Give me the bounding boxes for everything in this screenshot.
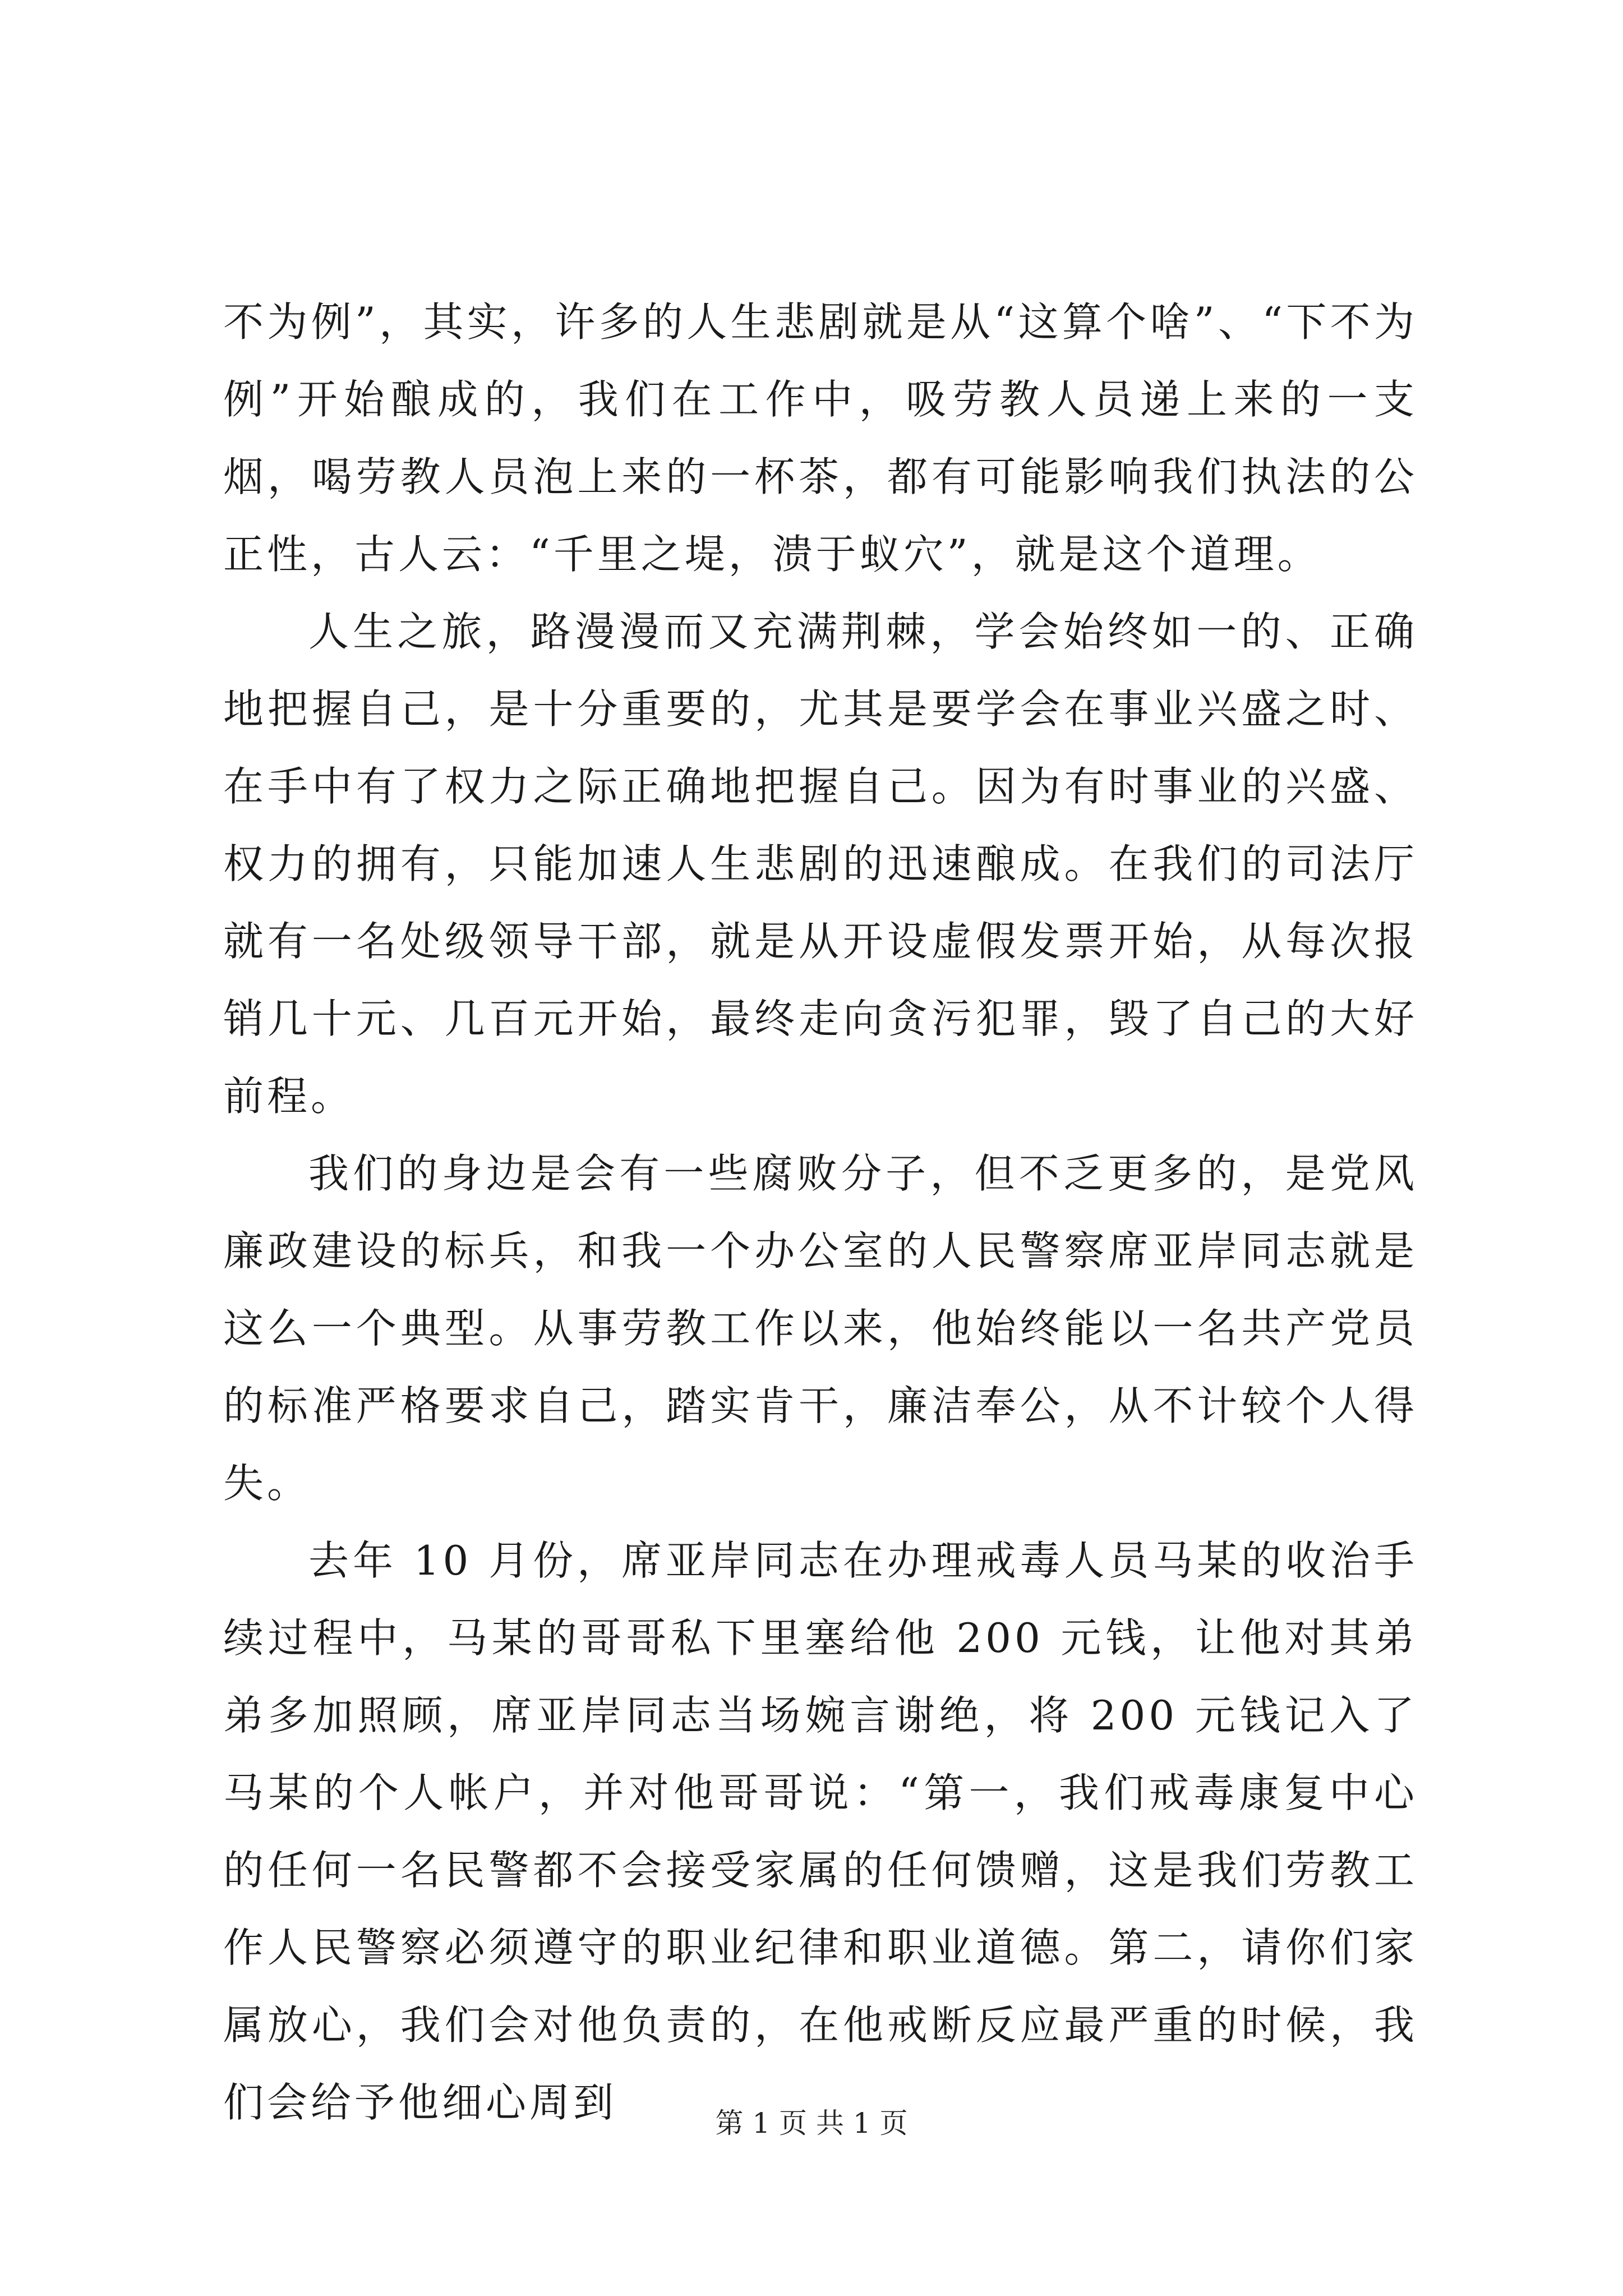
page-footer: 第 1 页 共 1 页 bbox=[715, 2107, 908, 2139]
paragraph-3: 我们的身边是会有一些腐败分子，但不乏更多的，是党风廉政建设的标兵，和我一个办公室的人民警察席亚岸同志就是这么一个典型。从事劳教工作以来，他始终能以一名共产党员的标准严格要求自己，踏实肯干，廉洁奉公，从不计较个人得失。 bbox=[223, 1150, 1418, 1507]
paragraph-1: 不为例”，其实，许多的人生悲剧就是从“这算个啥”、“下不为例”开始酿成的，我们在工作中，吸劳教人员递上来的一支烟，喝劳教人员泡上来的一杯茶，都有可能影响我们执法的公正性，古人云：“千里之堤，溃于蚁穴”，就是这个道理。 bbox=[223, 298, 1418, 578]
document-body bbox=[223, 283, 1418, 2141]
paragraph-4: 去年 10 月份，席亚岸同志在办理戒毒人员马某的收治手续过程中，马某的哥哥私下里塞给他 200 元钱，让他对其弟弟多加照顾，席亚岸同志当场婉言谢绝，将 200 元钱记入了马某的个人帐户，并对他哥哥说：“第一，我们戒毒康复中心的任何一名民警都不会接受家属的任何馈赠，这是我们劳教工作人民警察必须遵守的职业纪律和职业道德。第二，请你们家属放心，我们会对他负责的，在他戒断反应最严重的时候，我们会给予他细心周到 bbox=[223, 1537, 1418, 2126]
paragraph-2: 人生之旅，路漫漫而又充满荆棘，学会始终如一的、正确地把握自己，是十分重要的，尤其是要学会在事业兴盛之时、在手中有了权力之际正确地把握自己。因为有时事业的兴盛、权力的拥有，只能加速人生悲剧的迅速酿成。在我们的司法厅就有一名处级领导干部，就是从开设虚假发票开始，从每次报销几十元、几百元开始，最终走向贪污犯罪，毁了自己的大好前程。 bbox=[223, 608, 1418, 1120]
